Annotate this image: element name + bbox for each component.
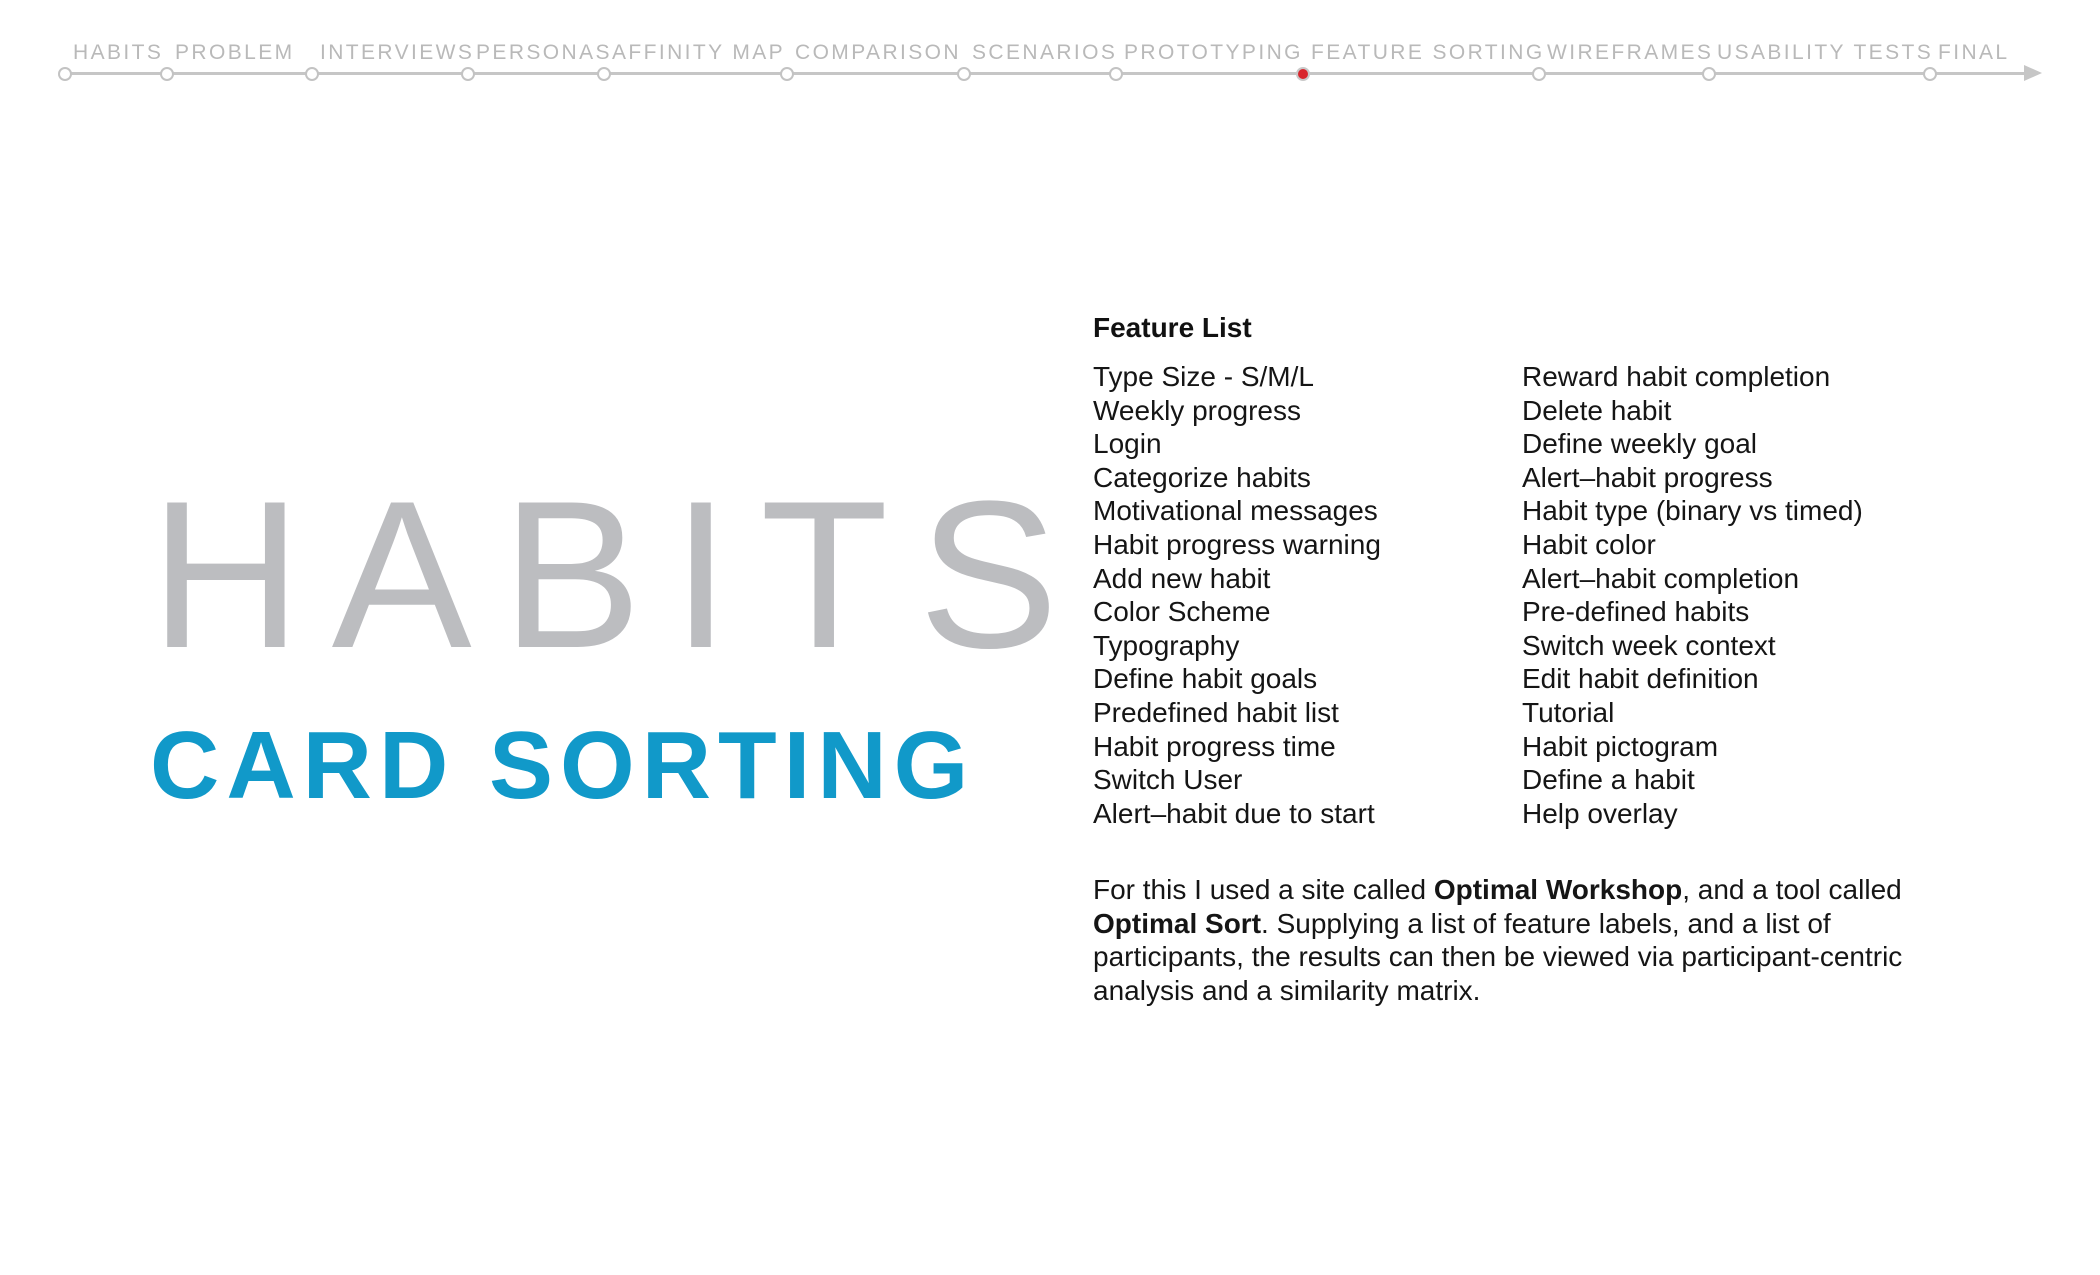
feature-item: Habit progress time: [1093, 730, 1336, 762]
site-name: Optimal Workshop: [1433, 874, 1683, 905]
description-text: . Supplying a list of feature labels, and a list of participants, the results can then be viewed via participant-centric analysis and a similarity matrix.: [1093, 907, 1903, 1006]
timeline-dot: [1923, 67, 1937, 81]
feature-item: Switch week context: [1522, 629, 1776, 661]
feature-item: Delete habit: [1522, 394, 1672, 426]
timeline-line: [65, 72, 2030, 75]
hero-subtitle: CARD SORTING: [150, 712, 976, 819]
timeline-step-label: AFFINITY MAP: [612, 41, 786, 64]
timeline-dot: [1532, 67, 1546, 81]
timeline-dot: [1702, 67, 1716, 81]
description-text: For this I used a site called: [1093, 874, 1434, 905]
hero-title: HABITS: [150, 457, 1089, 692]
timeline-step-label: USABILITY TESTS: [1717, 41, 1934, 64]
feature-item: Habit progress warning: [1093, 528, 1381, 560]
feature-item: Habit type (binary vs timed): [1522, 495, 1863, 527]
tool-name: Optimal Sort: [1093, 907, 1262, 939]
feature-item: Color Scheme: [1093, 596, 1271, 628]
feature-item: Weekly progress: [1093, 394, 1302, 426]
timeline-step-label: PROBLEM: [175, 41, 295, 64]
timeline-step-label: FEATURE SORTING: [1311, 41, 1545, 64]
timeline-dot: [461, 67, 475, 81]
description-text: , and a tool called: [1682, 874, 1902, 905]
feature-item: Switch User: [1093, 764, 1243, 796]
timeline-dot: [780, 67, 794, 81]
feature-item: Motivational messages: [1093, 495, 1378, 527]
feature-list-right-column: [1522, 360, 1863, 830]
feature-item: Login: [1093, 428, 1162, 460]
timeline-dot: [597, 67, 611, 81]
timeline-step-label: HABITS: [73, 41, 164, 64]
feature-item: Define weekly goal: [1522, 428, 1758, 460]
feature-item: Edit habit definition: [1522, 663, 1759, 695]
timeline-arrow-icon: [2024, 65, 2042, 81]
feature-item: Categorize habits: [1093, 461, 1311, 493]
timeline-dot-active: [1296, 67, 1310, 81]
timeline-step-label: PERSONAS: [476, 41, 612, 64]
process-timeline: [0, 0, 2100, 100]
timeline-step-label: WIREFRAMES: [1547, 41, 1714, 64]
feature-item: Add new habit: [1093, 562, 1271, 594]
timeline-dot: [58, 67, 72, 81]
feature-list-heading: Feature List: [1093, 312, 1252, 343]
timeline-step-label: INTERVIEWS: [320, 41, 475, 64]
feature-item: Predefined habit list: [1093, 696, 1339, 728]
feature-item: Define habit goals: [1093, 663, 1318, 695]
feature-item: Alert–habit due to start: [1093, 797, 1375, 829]
timeline-step-label: SCENARIOS: [972, 41, 1118, 64]
feature-list-left-column: [1093, 360, 1381, 830]
feature-item: Alert–habit progress: [1522, 461, 1773, 493]
feature-item: Alert–habit completion: [1522, 562, 1800, 594]
timeline-step-label: COMPARISON: [795, 41, 961, 64]
feature-item: Tutorial: [1522, 696, 1615, 728]
feature-item: Habit pictogram: [1522, 730, 1719, 762]
timeline-step-label: FINAL: [1938, 41, 2010, 64]
timeline-step-label: PROTOTYPING: [1124, 41, 1303, 64]
timeline-dot: [160, 67, 174, 81]
feature-item: Type Size - S/M/L: [1093, 361, 1314, 392]
timeline-dot: [1109, 67, 1123, 81]
feature-item: Define a habit: [1522, 764, 1695, 796]
timeline-dot: [305, 67, 319, 81]
feature-item: Reward habit completion: [1522, 361, 1831, 392]
feature-item: Habit color: [1522, 528, 1656, 560]
description-paragraph: [1093, 873, 1923, 1007]
timeline-dot: [957, 67, 971, 81]
feature-item: Typography: [1093, 629, 1240, 661]
feature-item: Pre-defined habits: [1522, 596, 1750, 628]
feature-item: Help overlay: [1522, 797, 1678, 829]
